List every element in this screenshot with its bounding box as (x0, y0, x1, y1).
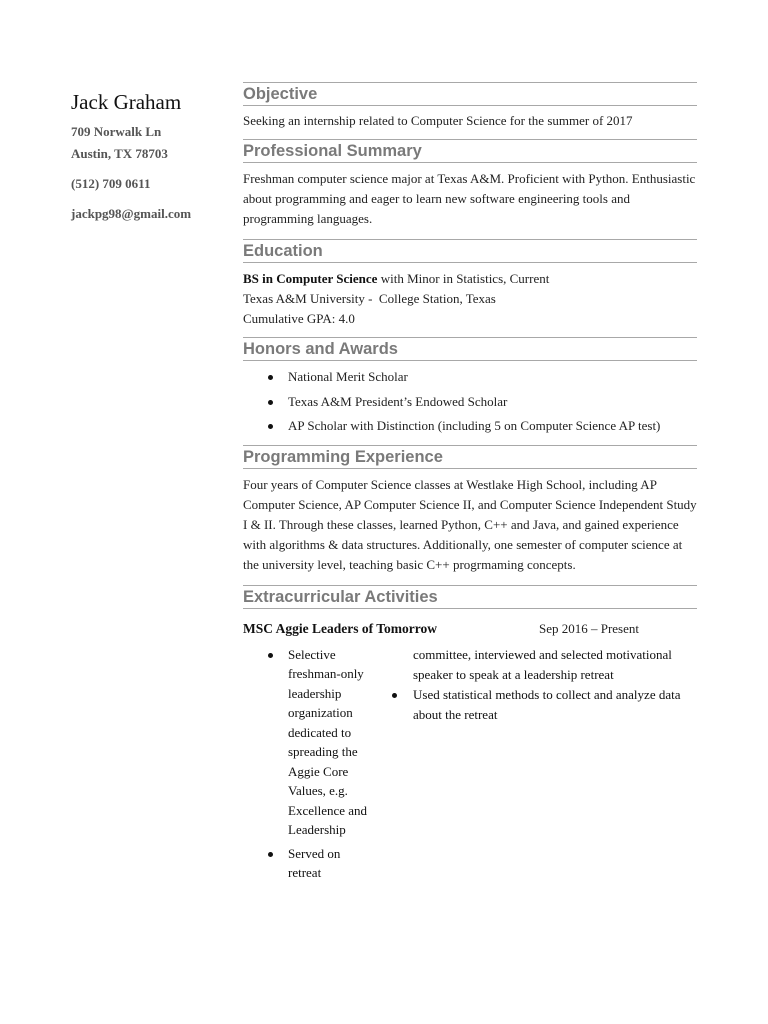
list-item-text: National Merit Scholar (288, 369, 408, 384)
address-line-2: Austin, TX 78703 (71, 146, 168, 161)
summary-text: Freshman computer science major at Texas A&M. Proficient with Python. Enthusiastic about programming and eager to learn new software engineering tools and programming languages. (243, 171, 696, 226)
education-details (243, 263, 697, 337)
summary-section (243, 139, 697, 239)
applicant-name: Jack Graham (71, 90, 182, 114)
list-item (387, 685, 699, 726)
list-item (243, 844, 368, 883)
bullet-icon (268, 653, 273, 658)
organization-name: MSC Aggie Leaders of Tomorrow (243, 620, 437, 636)
bullet-icon (268, 424, 273, 429)
activity-list-right (387, 685, 699, 726)
degree-line (243, 269, 697, 289)
honors-list-wrap (243, 361, 697, 445)
activity-header (243, 609, 697, 639)
programming-section (243, 445, 697, 585)
section-heading: Honors and Awards (243, 337, 697, 361)
bullet-icon (268, 375, 273, 380)
bullet-icon (268, 400, 273, 405)
extracurricular-section (243, 585, 697, 945)
honors-section (243, 337, 697, 445)
honors-list (243, 365, 697, 439)
section-heading: Education (243, 239, 697, 263)
address (71, 121, 236, 165)
resume-body (243, 82, 697, 945)
school-line: Texas A&M University - College Station, Texas (243, 291, 496, 306)
bullet-icon (268, 852, 273, 857)
section-heading: Professional Summary (243, 139, 697, 163)
email-address: jackpg98@gmail.com (71, 206, 192, 221)
list-item (243, 365, 697, 390)
contact-block (71, 88, 236, 225)
gpa-line: Cumulative GPA: 4.0 (243, 311, 355, 326)
education-section (243, 239, 697, 337)
list-item (243, 390, 697, 415)
list-item (243, 645, 368, 840)
list-item-text: Selective freshman-only leadership organization dedicated to spreading the Aggie Core Values, e.g. Excellence and Leadership (288, 646, 368, 837)
list-item-text: Texas A&M President’s Endowed Scholar (288, 393, 508, 409)
list-item (243, 414, 697, 439)
objective-text: Seeking an internship related to Computer Science for the summer of 2017 (243, 113, 633, 128)
section-heading: Extracurricular Activities (243, 585, 697, 609)
degree-name: BS in Computer Science (243, 271, 378, 286)
activity-dates: Sep 2016 – Present (538, 620, 639, 636)
activity-column-left (243, 645, 368, 887)
section-heading: Objective (243, 82, 697, 106)
activity-list-left (243, 645, 368, 883)
phone-number: (512) 709 0611 (71, 176, 151, 191)
degree-suffix: with Minor in Statistics, Current (377, 271, 550, 286)
list-item-text: Used statistical methods to collect and analyze data about the retreat (413, 686, 681, 722)
section-heading: Programming Experience (243, 445, 697, 469)
list-item-text: AP Scholar with Distinction (including 5 on Computer Science AP test) (288, 418, 661, 433)
objective-section (243, 82, 697, 139)
list-item-text: Served on retreat (288, 845, 341, 880)
activity-columns (243, 645, 697, 945)
continued-bullet-text: committee, interviewed and selected motivational speaker to speak at a leadership retreat (413, 646, 672, 682)
programming-text: Four years of Computer Science classes at Westlake High School, including AP Computer Science, AP Computer Science II, and Computer Science Independent Study I & II. Through these classes, learned Python, C++ and Java, and gained experience with algorithms & data structures. Additionally, one semester of computer science at the university level, teaching basic C++ progrmaming concepts. (243, 476, 697, 572)
address-line-1: 709 Norwalk Ln (71, 124, 162, 139)
bullet-icon (392, 693, 397, 698)
activity-column-right (387, 645, 699, 726)
